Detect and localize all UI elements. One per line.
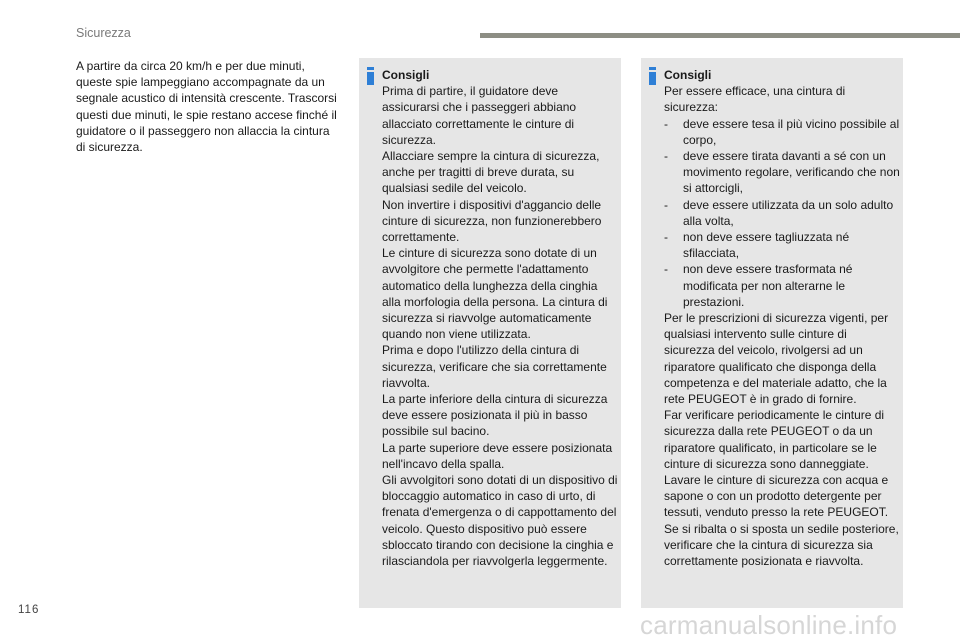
info-icon xyxy=(367,67,374,85)
list-item-text: deve essere tirata davanti a sé con un movimento regolare, verificando che non si attorcigli, xyxy=(683,149,900,196)
intro-paragraph: A partire da circa 20 km/h e per due minuti, queste spie lampeggiano accompagnate da un segnale acustico di intensità crescente. Trascorsi questi due minuti, le spie restano accese finché il guidatore o il passeggero non allaccia la cintura di sicurezza. xyxy=(76,59,337,155)
page-number: 116 xyxy=(18,604,40,616)
advice-paragraph: Far verificare periodicamente le cinture di sicurezza dalla rete PEUGEOT o da un riparatore qualificato, in particolare se le cinture di sicurezza sono danneggiate. xyxy=(664,408,885,471)
watermark-text: carmanualsonline.info xyxy=(640,610,898,640)
advice-paragraph: Prima di partire, il guidatore deve assicurarsi che i passeggeri abbiano allacciato correttamente le cinture di sicurezza. xyxy=(382,84,577,147)
list-item-text: non deve essere tagliuzzata né sfilacciata, xyxy=(683,230,850,261)
advice-paragraph: La parte superiore deve essere posizionata nell'incavo della spalla. xyxy=(382,440,613,471)
list-item-text: deve essere tesa il più vicino possibile al corpo, xyxy=(683,116,900,147)
advice-paragraph: Allacciare sempre la cintura di sicurezza, anche per tragitti di breve durata, su qualsiasi sedile del veicolo. xyxy=(382,149,600,196)
list-item-text: non deve essere trasformata né modificata per non alterarne le prestazioni. xyxy=(683,262,853,309)
advice-paragraph: Lavare le cinture di sicurezza con acqua e sapone o con un prodotto detergente per tessuti, venduto presso la rete PEUGEOT. xyxy=(664,473,889,520)
dash-marker: - xyxy=(664,116,668,131)
advice-paragraph: Le cinture di sicurezza sono dotate di un avvolgitore che permette l'adattamento automatico della lunghezza della cinghia alla morfologia della persona. La cintura di sicurezza si riavvolge automaticamente quando non viene utilizzata. xyxy=(382,246,608,342)
advice-paragraph: Non invertire i dispositivi d'aggancio delle cinture di sicurezza, non funzionerebbero correttamente. xyxy=(382,197,602,245)
advice-intro: Per essere efficace, una cintura di sicurezza: xyxy=(664,84,846,115)
dash-marker: - xyxy=(664,149,668,164)
dash-marker: - xyxy=(664,197,668,212)
list-item xyxy=(664,148,900,197)
advice-paragraph: Gli avvolgitori sono dotati di un dispositivo di bloccaggio automatico in caso di urto, di frenata d'emergenza o di cappottamento del veicolo. Questo dispositivo può essere sbloccato tirando con decisione la cinghia e rilasciandola per riavvolgerla leggermente. xyxy=(382,473,618,569)
advice-paragraph: La parte inferiore della cintura di sicurezza deve essere posizionata il più in basso possibile sul bacino. xyxy=(382,392,608,439)
list-item xyxy=(664,197,900,229)
dash-marker: - xyxy=(664,230,668,245)
header-rule xyxy=(480,33,960,38)
list-item-text: deve essere utilizzata da un solo adulto alla volta, xyxy=(683,197,894,228)
advice-box-left-content xyxy=(382,67,618,569)
advice-paragraph: Se si ribalta o si sposta un sedile posteriore, verificare che la cintura di sicurezza sia correttamente posizionata e riavvolta. xyxy=(664,521,899,569)
advice-paragraph: Per le prescrizioni di sicurezza vigenti, per qualsiasi intervento sulle cinture di sicurezza del veicolo, rivolgersi ad un riparatore qualificato che disponga della competenza e del materiale adatto, che la rete PEUGEOT è in grado di fornire. xyxy=(664,311,889,407)
section-title: Sicurezza xyxy=(76,26,131,40)
list-item xyxy=(664,261,900,310)
info-icon xyxy=(649,67,656,85)
advice-title: Consigli xyxy=(382,68,430,82)
list-item xyxy=(664,229,900,261)
advice-box-right xyxy=(641,58,903,608)
list-item xyxy=(664,116,900,148)
advice-title: Consigli xyxy=(664,68,712,82)
advice-box-right-content xyxy=(664,67,900,569)
advice-box-left xyxy=(359,58,621,608)
advice-paragraph: Prima e dopo l'utilizzo della cintura di sicurezza, verificare che sia correttamente riavvolta. xyxy=(382,343,607,390)
dash-marker: - xyxy=(664,262,668,277)
